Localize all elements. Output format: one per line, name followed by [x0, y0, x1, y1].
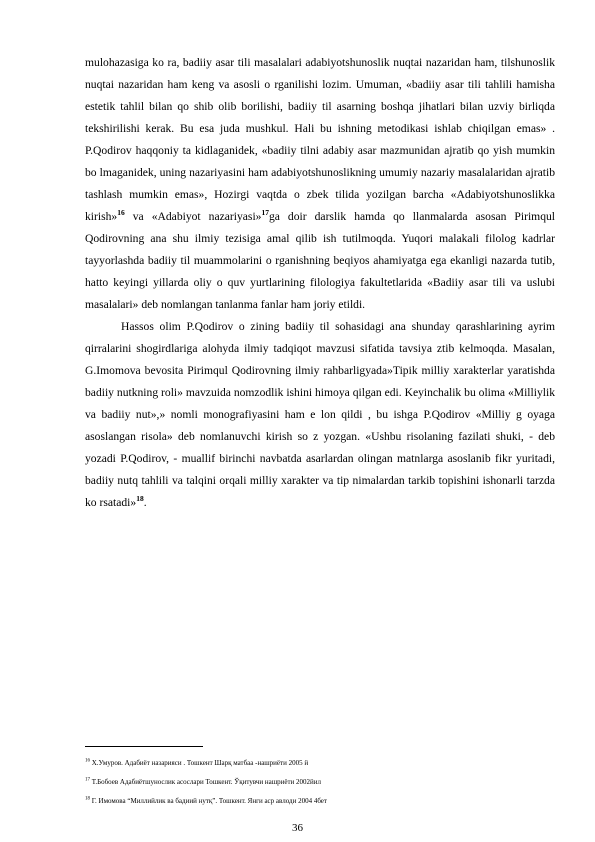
footnote-text: Т.Бобоев Адабиётшунослик асослари Тошкент. Ўқитувчи нашриёти 2002йил: [90, 778, 322, 786]
paragraph-2-text-b: .: [143, 496, 147, 509]
footnote-text: Х.Умуров. Адабиёт назарияси . Тошкент Шарқ матбаа -нашриёти 2005 й: [90, 759, 309, 767]
paragraph-1: [85, 52, 555, 316]
paragraph-2-text-a: Hassos olim P.Qodirov o zining badiiy til sohasidagi ana shunday qarashlarining ayrim qirralarini shogirdlariga alohyda ilmiy tadqiqot mavzusi sifatida tavsiya ztib kelmoqda. Masalan, G.Imomova bevosita Pirimqul Qodirovning ilmiy rahbarligyada»Tipik milliy xarakterlar yaratishda badiiy nutkning roli» mavzuida nomzodlik ishini himoya qilgan edi. Keyinchalik bu olima «Milliylik va badiiy nut»,» nomli monografiyasini ham e lon qildi , bu ishga P.Qodirov «Milliy g oyaga asoslangan risola» deb nomlanuvchi kirish so z yozgan. «Ushbu risolaning fazilati shuki, - deb yozadi P.Qodirov, - muallif birinchi navbatda asarlardan olingan matnlarga asoslanib fikr yuritadi, badiiy nutq tahlili va talqini orqali milliy xarakter va tip nimalardan tarkib topishini ishonarli tarzda ko rsatadi»: [85, 320, 555, 509]
footnote-ref-17[interactable]: 17: [261, 208, 269, 218]
main-text: [85, 52, 555, 514]
page-number: 36: [292, 822, 303, 834]
footnote-number: 17: [85, 777, 90, 783]
footnote-ref-18[interactable]: 18: [136, 494, 144, 504]
footnote-17: [85, 773, 555, 792]
paragraph-1-text-a: mulohazasiga ko ra, badiiy asar tili masalalari adabiyotshunoslik nuqtai nazaridan ham, tilshunoslik nuqtai nazaridan ham keng va asosli o rganilishi lozim. Umuman, «badiiy asar tili tahlili hamisha estetik tahlil bilan qo shib olib borilishi, badiiy til asarning boshqa jihatlari bilan uzviy birliqda tekshirilishi kerak. Bu esa juda mushkul. Hali bu ishning metodikasi ishlab chiqilgan emas» . P.Qodirov haqqoniy ta kidlaganidek, «badiiy tilni adabiy asar mazmunidan ajratib qo yish mumkin bo lmaganidek, uning nazariyasini ham adabiyotshunoslikning umumiy nazariy masalalaridan ajratib tashlash mumkin emas», Hozirgi vaqtda o zbek tilida yozilgan barcha «Adabiyotshunoslikka kirish»: [85, 56, 555, 223]
footnote-number: 16: [85, 758, 90, 764]
paragraph-1-text-b: va «Adabiyot nazariyasi»: [124, 210, 262, 223]
footnote-separator: [85, 746, 203, 747]
footnotes: [85, 754, 555, 811]
footnote-number: 18: [85, 796, 90, 802]
paragraph-2: [85, 316, 555, 514]
footnote-18: [85, 792, 555, 811]
paragraph-1-text-c: ga doir darslik hamda qo llanmalarda asosan Pirimqul Qodirovning ana shu ilmiy tezisiga amal qilib ish tutilmoqda. Yuqori malakali filolog kadrlar tayyorlashda badiiy til muammolarini o rganishning beqiyos ahamiyatga ega ekanligi nazarda tutib, hatto keyingi yillarda oliy o quv yurtlarining filologiya fakultetlarida «Badiiy asar tili va uslubi masalalari» deb nomlangan tanlanma fanlar ham joriy etildi.: [85, 210, 556, 311]
footnote-ref-16[interactable]: 16: [117, 208, 125, 218]
footnote-text: Г. Имомова “Миллийлик ва бадиий нутқ”. Тошкент. Янги аср авлоди 2004 4бет: [90, 797, 327, 805]
footnote-16: [85, 754, 555, 773]
